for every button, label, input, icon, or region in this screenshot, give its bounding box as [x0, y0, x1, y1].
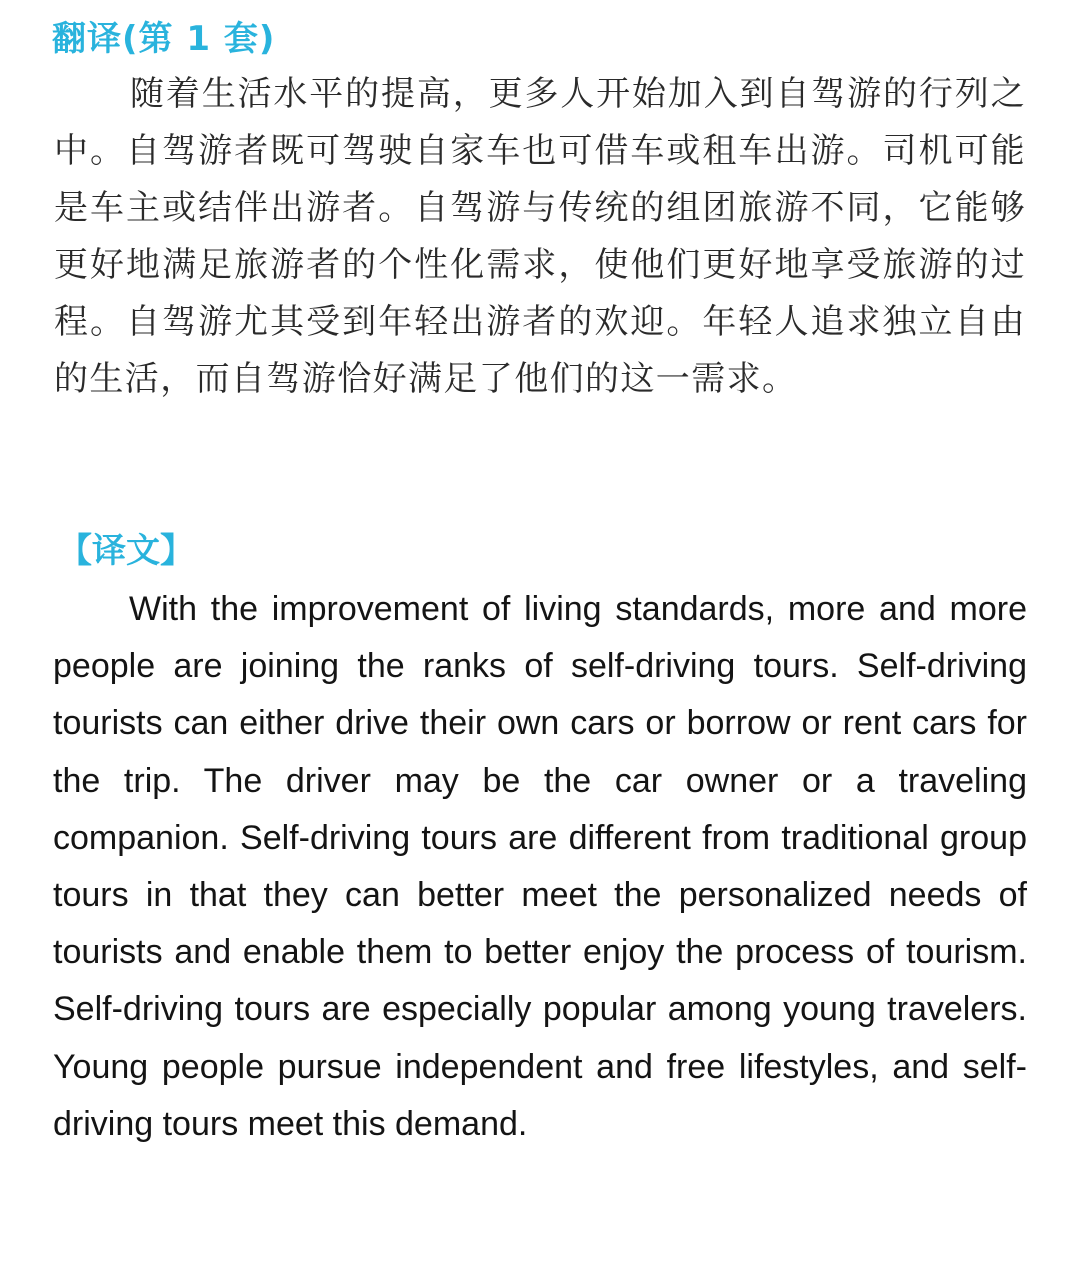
chinese-source-passage: 随着生活水平的提高，更多人开始加入到自驾游的行列之中。自驾游者既可驾驶自家车也可借车或租车出游。司机可能是车主或结伴出游者。自驾游与传统的组团旅游不同，它能够更好地满足旅游者的个性化需求，使他们更好地享受旅游的过程。自驾游尤其受到年轻出游者的欢迎。年轻人追求独立自由的生活，而自驾游恰好满足了他们的这一需求。	[54, 74, 1026, 399]
translation-section-label: 【译文】	[58, 531, 194, 571]
english-translation-passage: With the improvement of living standards, more and more people are joining the ranks of self-driving tours. Self-driving tourists can either drive their own cars or borrow or rent cars for the trip. The driver may be the car owner or a traveling companion. Self-driving tours are different from traditional group tours in that they can better meet the personalized needs of tourists and enable them to better enjoy the process of tourism. Self-driving tours are especially popular among young travelers. Young people pursue independent and free lifestyles, and self-driving tours meet this demand.	[53, 590, 1027, 1143]
exercise-title: 翻译(第 1 套)	[52, 19, 276, 59]
